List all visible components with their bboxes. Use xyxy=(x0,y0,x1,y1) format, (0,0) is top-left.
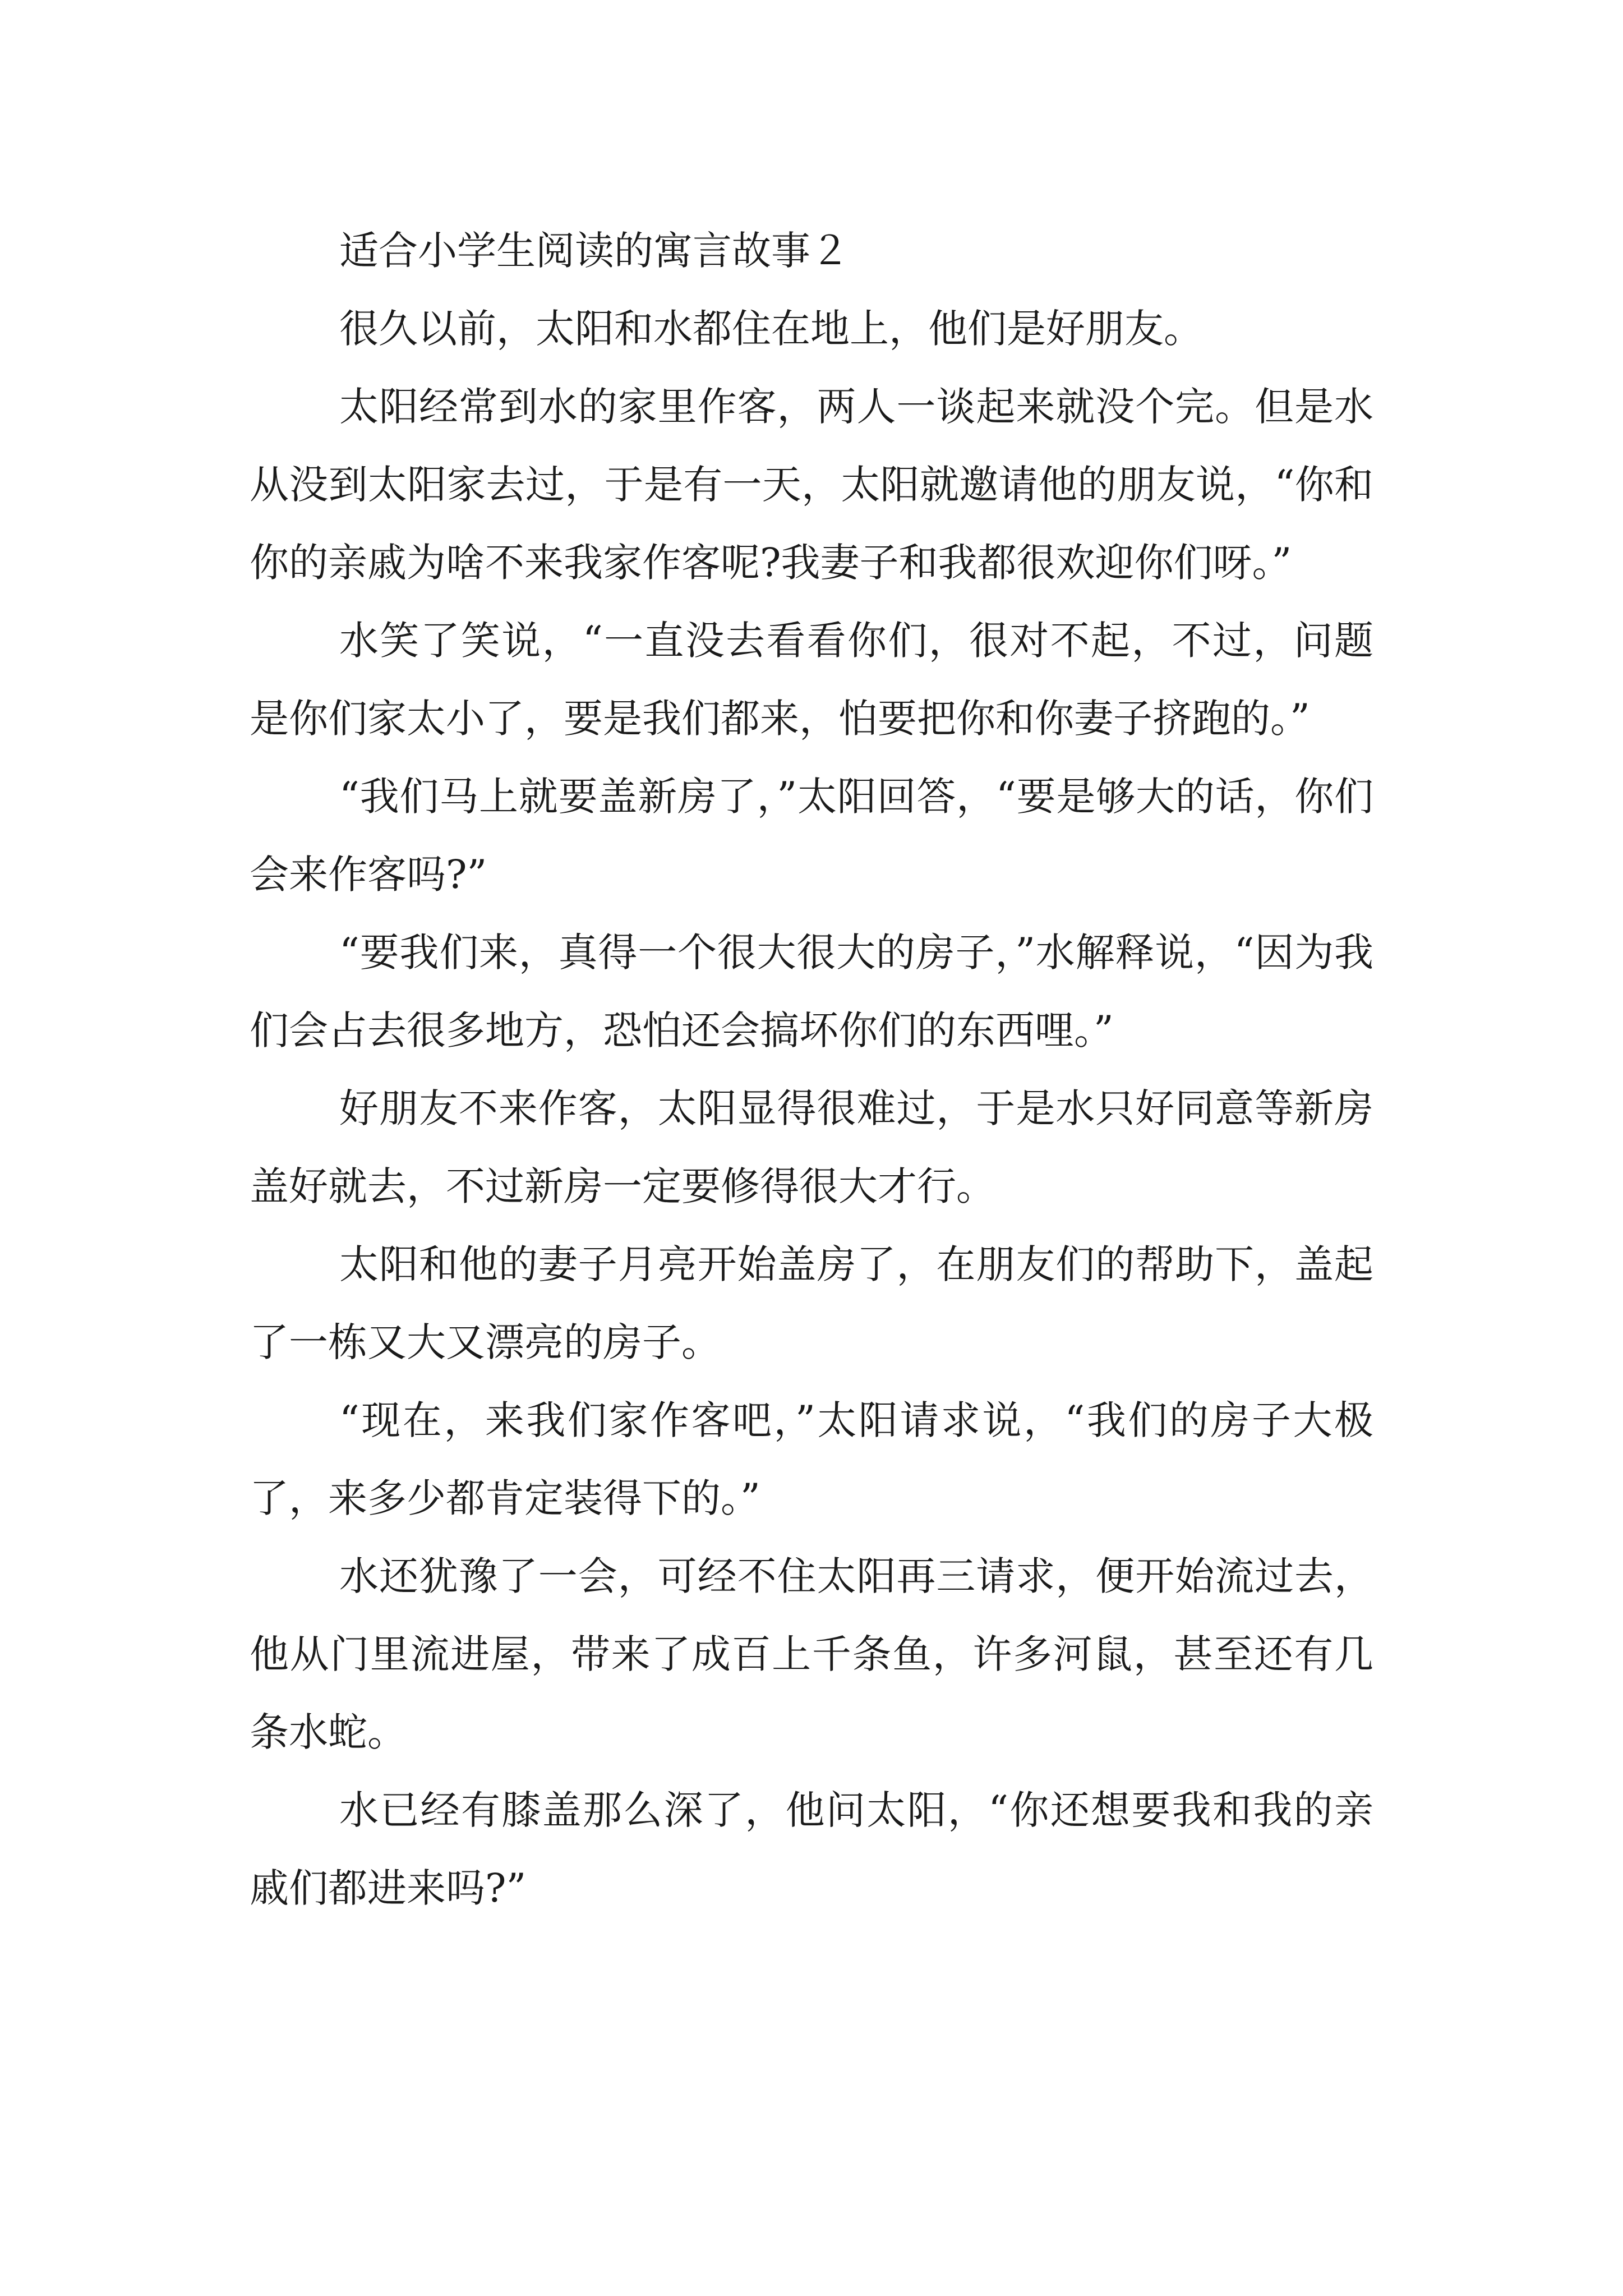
paragraph: “我们马上就要盖新房了，”太阳回答，“要是够大的话，你们会来作客吗?” xyxy=(250,774,1373,898)
paragraph: 水还犹豫了一会，可经不住太阳再三请求，便开始流过去，他从门里流进屋，带来了成百上千条鱼，许多河鼠，甚至还有几条水蛇。 xyxy=(250,1553,1373,1755)
paragraph: 好朋友不来作客，太阳显得很难过，于是水只好同意等新房盖好就去，不过新房一定要修得很大才行。 xyxy=(250,1085,1373,1209)
document-body xyxy=(250,212,1373,1927)
paragraph: “现在，来我们家作客吧，”太阳请求说，“我们的房子大极了，来多少都肯定装得下的。” xyxy=(250,1397,1373,1521)
paragraph: 水已经有膝盖那么深了，他问太阳，“你还想要我和我的亲戚们都进来吗?” xyxy=(250,1787,1373,1911)
paragraph: 水笑了笑说，“一直没去看看你们，很对不起，不过，问题是你们家太小了，要是我们都来，怕要把你和你妻子挤跑的。” xyxy=(250,618,1373,742)
paragraph: “要我们来，真得一个很大很大的房子，”水解释说，“因为我们会占去很多地方，恐怕还会搞坏你们的东西哩。” xyxy=(250,930,1373,1053)
paragraph: 太阳和他的妻子月亮开始盖房了，在朋友们的帮助下，盖起了一栋又大又漂亮的房子。 xyxy=(250,1241,1373,1365)
paragraph: 很久以前，太阳和水都住在地上，他们是好朋友。 xyxy=(339,306,1203,352)
paragraph: 太阳经常到水的家里作客，两人一谈起来就没个完。但是水从没到太阳家去过，于是有一天，太阳就邀请他的朋友说，“你和你的亲戚为啥不来我家作客呢?我妻子和我都很欢迎你们呀。” xyxy=(250,384,1373,586)
document-title: 适合小学生阅读的寓言故事２ xyxy=(339,228,850,274)
